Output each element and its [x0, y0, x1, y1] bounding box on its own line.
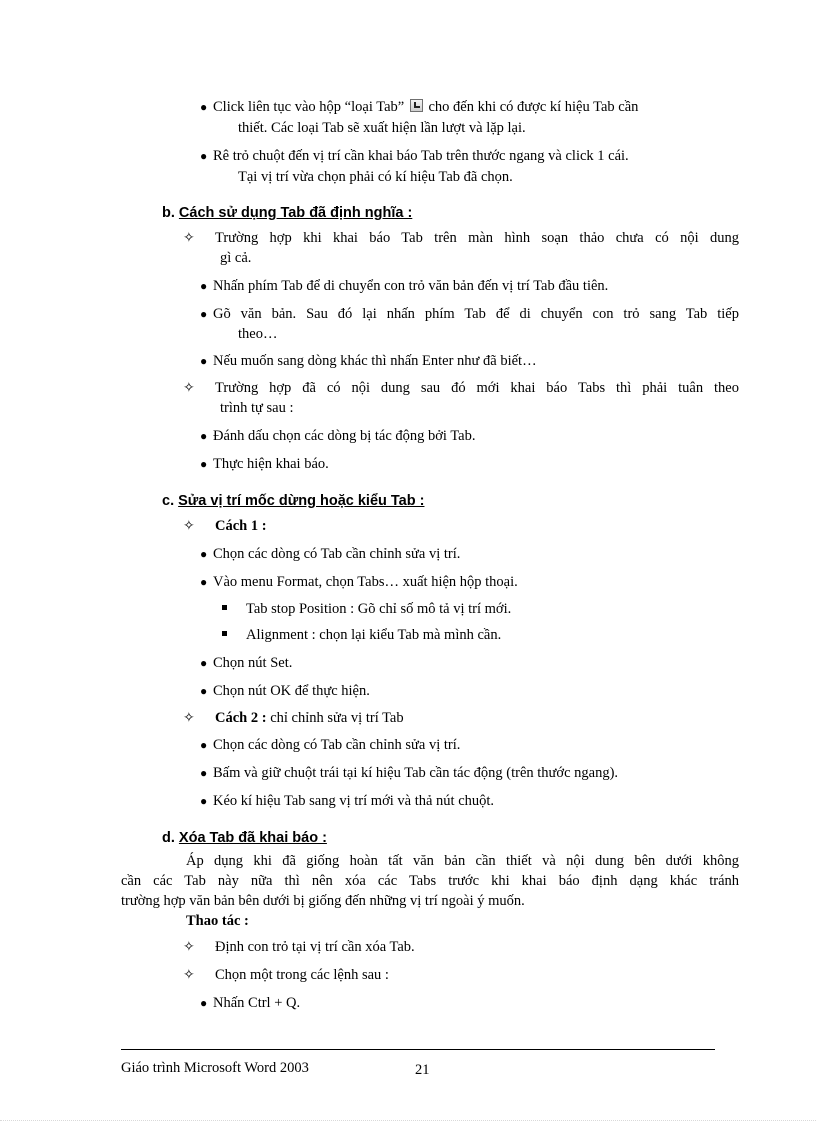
- section-heading-c: [162, 491, 424, 511]
- text-line: theo…: [238, 326, 278, 342]
- bullet-icon: ●: [200, 457, 208, 471]
- heading-title: Xóa Tab đã khai báo :: [178, 830, 327, 846]
- square-bullet-icon: [222, 631, 227, 636]
- bullet-icon: ●: [200, 149, 208, 163]
- text-line: Đánh dấu chọn các dòng bị tác động bởi Tab.: [213, 428, 476, 444]
- text-line: [213, 98, 638, 116]
- diamond-bullet-icon: ✧: [183, 380, 195, 396]
- text-line: thiết. Các loại Tab sẽ xuất hiện lần lượt và lặp lại.: [238, 120, 526, 136]
- text-line: Chọn nút Set.: [213, 655, 293, 671]
- diamond-bullet-icon: ✧: [183, 518, 195, 534]
- diamond-bullet-icon: ✧: [183, 230, 195, 246]
- paragraph-line: trường hợp văn bản bên dưới bị giống đến những vị trí ngoài ý muốn.: [121, 893, 525, 909]
- bullet-icon: ●: [200, 996, 208, 1010]
- bullet-icon: ●: [200, 354, 208, 368]
- bullet-icon: ●: [200, 429, 208, 443]
- heading-title: Cách sử dụng Tab đã định nghĩa :: [178, 205, 413, 221]
- paragraph-line: Áp dụng khi đã giống hoàn tất văn bản cần thiết và nội dung bên dưới không: [186, 853, 739, 869]
- footer-book-title: Giáo trình Microsoft Word 2003: [121, 1060, 309, 1076]
- text-line: Thao tác :: [186, 913, 249, 929]
- text-line: Vào menu Format, chọn Tabs… xuất hiện hộp thoại.: [213, 574, 518, 590]
- text-line: Bấm và giữ chuột trái tại kí hiệu Tab cần tác động (trên thước ngang).: [213, 765, 619, 781]
- bullet-icon: ●: [200, 794, 208, 808]
- section-heading-b: [162, 203, 412, 223]
- bullet-icon: ●: [200, 547, 208, 561]
- text-line: Nếu muốn sang dòng khác thì nhấn Enter như đã biết…: [213, 353, 537, 369]
- bullet-icon: ●: [200, 279, 208, 293]
- text-line: trình tự sau :: [220, 400, 294, 416]
- text-line: Kéo kí hiệu Tab sang vị trí mới và thả nút chuột.: [213, 793, 495, 809]
- text-line: [215, 709, 404, 727]
- text-segment: Click liên tục vào hộp “loại Tab”: [213, 99, 405, 115]
- section-heading-d: [162, 828, 327, 848]
- tab-selector-icon: [410, 99, 423, 112]
- heading-title: Sửa vị trí mốc dừng hoặc kiểu Tab :: [178, 493, 425, 509]
- text-line: Thực hiện khai báo.: [213, 456, 329, 472]
- text-line: Rê trỏ chuột đến vị trí cần khai báo Tab trên thước ngang và click 1 cái.: [213, 148, 629, 164]
- footer-rule: [121, 1049, 715, 1050]
- diamond-bullet-icon: ✧: [183, 967, 195, 983]
- bullet-icon: ●: [200, 100, 208, 114]
- text-line: Trường hợp đã có nội dung sau đó mới khai báo Tabs thì phải tuân theo: [215, 380, 739, 396]
- text-line: Trường hợp khi khai báo Tab trên màn hình soạn thảo chưa có nội dung: [215, 230, 739, 246]
- paragraph-line: cần các Tab này nữa thì nên xóa các Tabs trước khi khai báo định dạng khác tránh: [121, 873, 739, 889]
- bullet-icon: ●: [200, 684, 208, 698]
- text-segment: cho đến khi có được kí hiệu Tab cần: [428, 99, 639, 115]
- text-line: Tab stop Position : Gõ chỉ số mô tả vị trí mới.: [246, 601, 512, 617]
- text-line: Chọn các dòng có Tab cần chỉnh sửa vị trí.: [213, 546, 461, 562]
- square-bullet-icon: [222, 605, 227, 610]
- text-line: Tại vị trí vừa chọn phải có kí hiệu Tab đã chọn.: [238, 169, 513, 185]
- text-line: Định con trỏ tại vị trí cần xóa Tab.: [215, 939, 415, 955]
- text-line: Nhấn Ctrl + Q.: [213, 995, 301, 1011]
- diamond-bullet-icon: ✧: [183, 939, 195, 955]
- heading-letter: b.: [162, 205, 175, 221]
- heading-letter: c.: [162, 493, 175, 509]
- bullet-icon: ●: [200, 766, 208, 780]
- text-line: Cách 1 :: [215, 518, 267, 534]
- page-edge: [0, 1120, 816, 1121]
- text-line: Nhấn phím Tab để di chuyển con trỏ văn bản đến vị trí Tab đầu tiên.: [213, 278, 609, 294]
- bullet-icon: ●: [200, 307, 208, 321]
- text-line: Chọn một trong các lệnh sau :: [215, 967, 389, 983]
- text-line: Alignment : chọn lại kiểu Tab mà mình cần.: [246, 627, 502, 643]
- text-line: Chọn nút OK để thực hiện.: [213, 683, 370, 699]
- heading-letter: d.: [162, 830, 175, 846]
- text-line: Gõ văn bản. Sau đó lại nhấn phím Tab để di chuyển con trỏ sang Tab tiếp: [213, 306, 739, 322]
- text-segment: Cách 2 :: [215, 710, 267, 726]
- text-line: gì cả.: [220, 250, 252, 266]
- bullet-icon: ●: [200, 656, 208, 670]
- text-line: Chọn các dòng có Tab cần chỉnh sửa vị trí.: [213, 737, 461, 753]
- diamond-bullet-icon: ✧: [183, 710, 195, 726]
- footer-page-number: 21: [415, 1062, 430, 1078]
- bullet-icon: ●: [200, 738, 208, 752]
- text-segment: chỉ chỉnh sửa vị trí Tab: [266, 710, 404, 726]
- bullet-icon: ●: [200, 575, 208, 589]
